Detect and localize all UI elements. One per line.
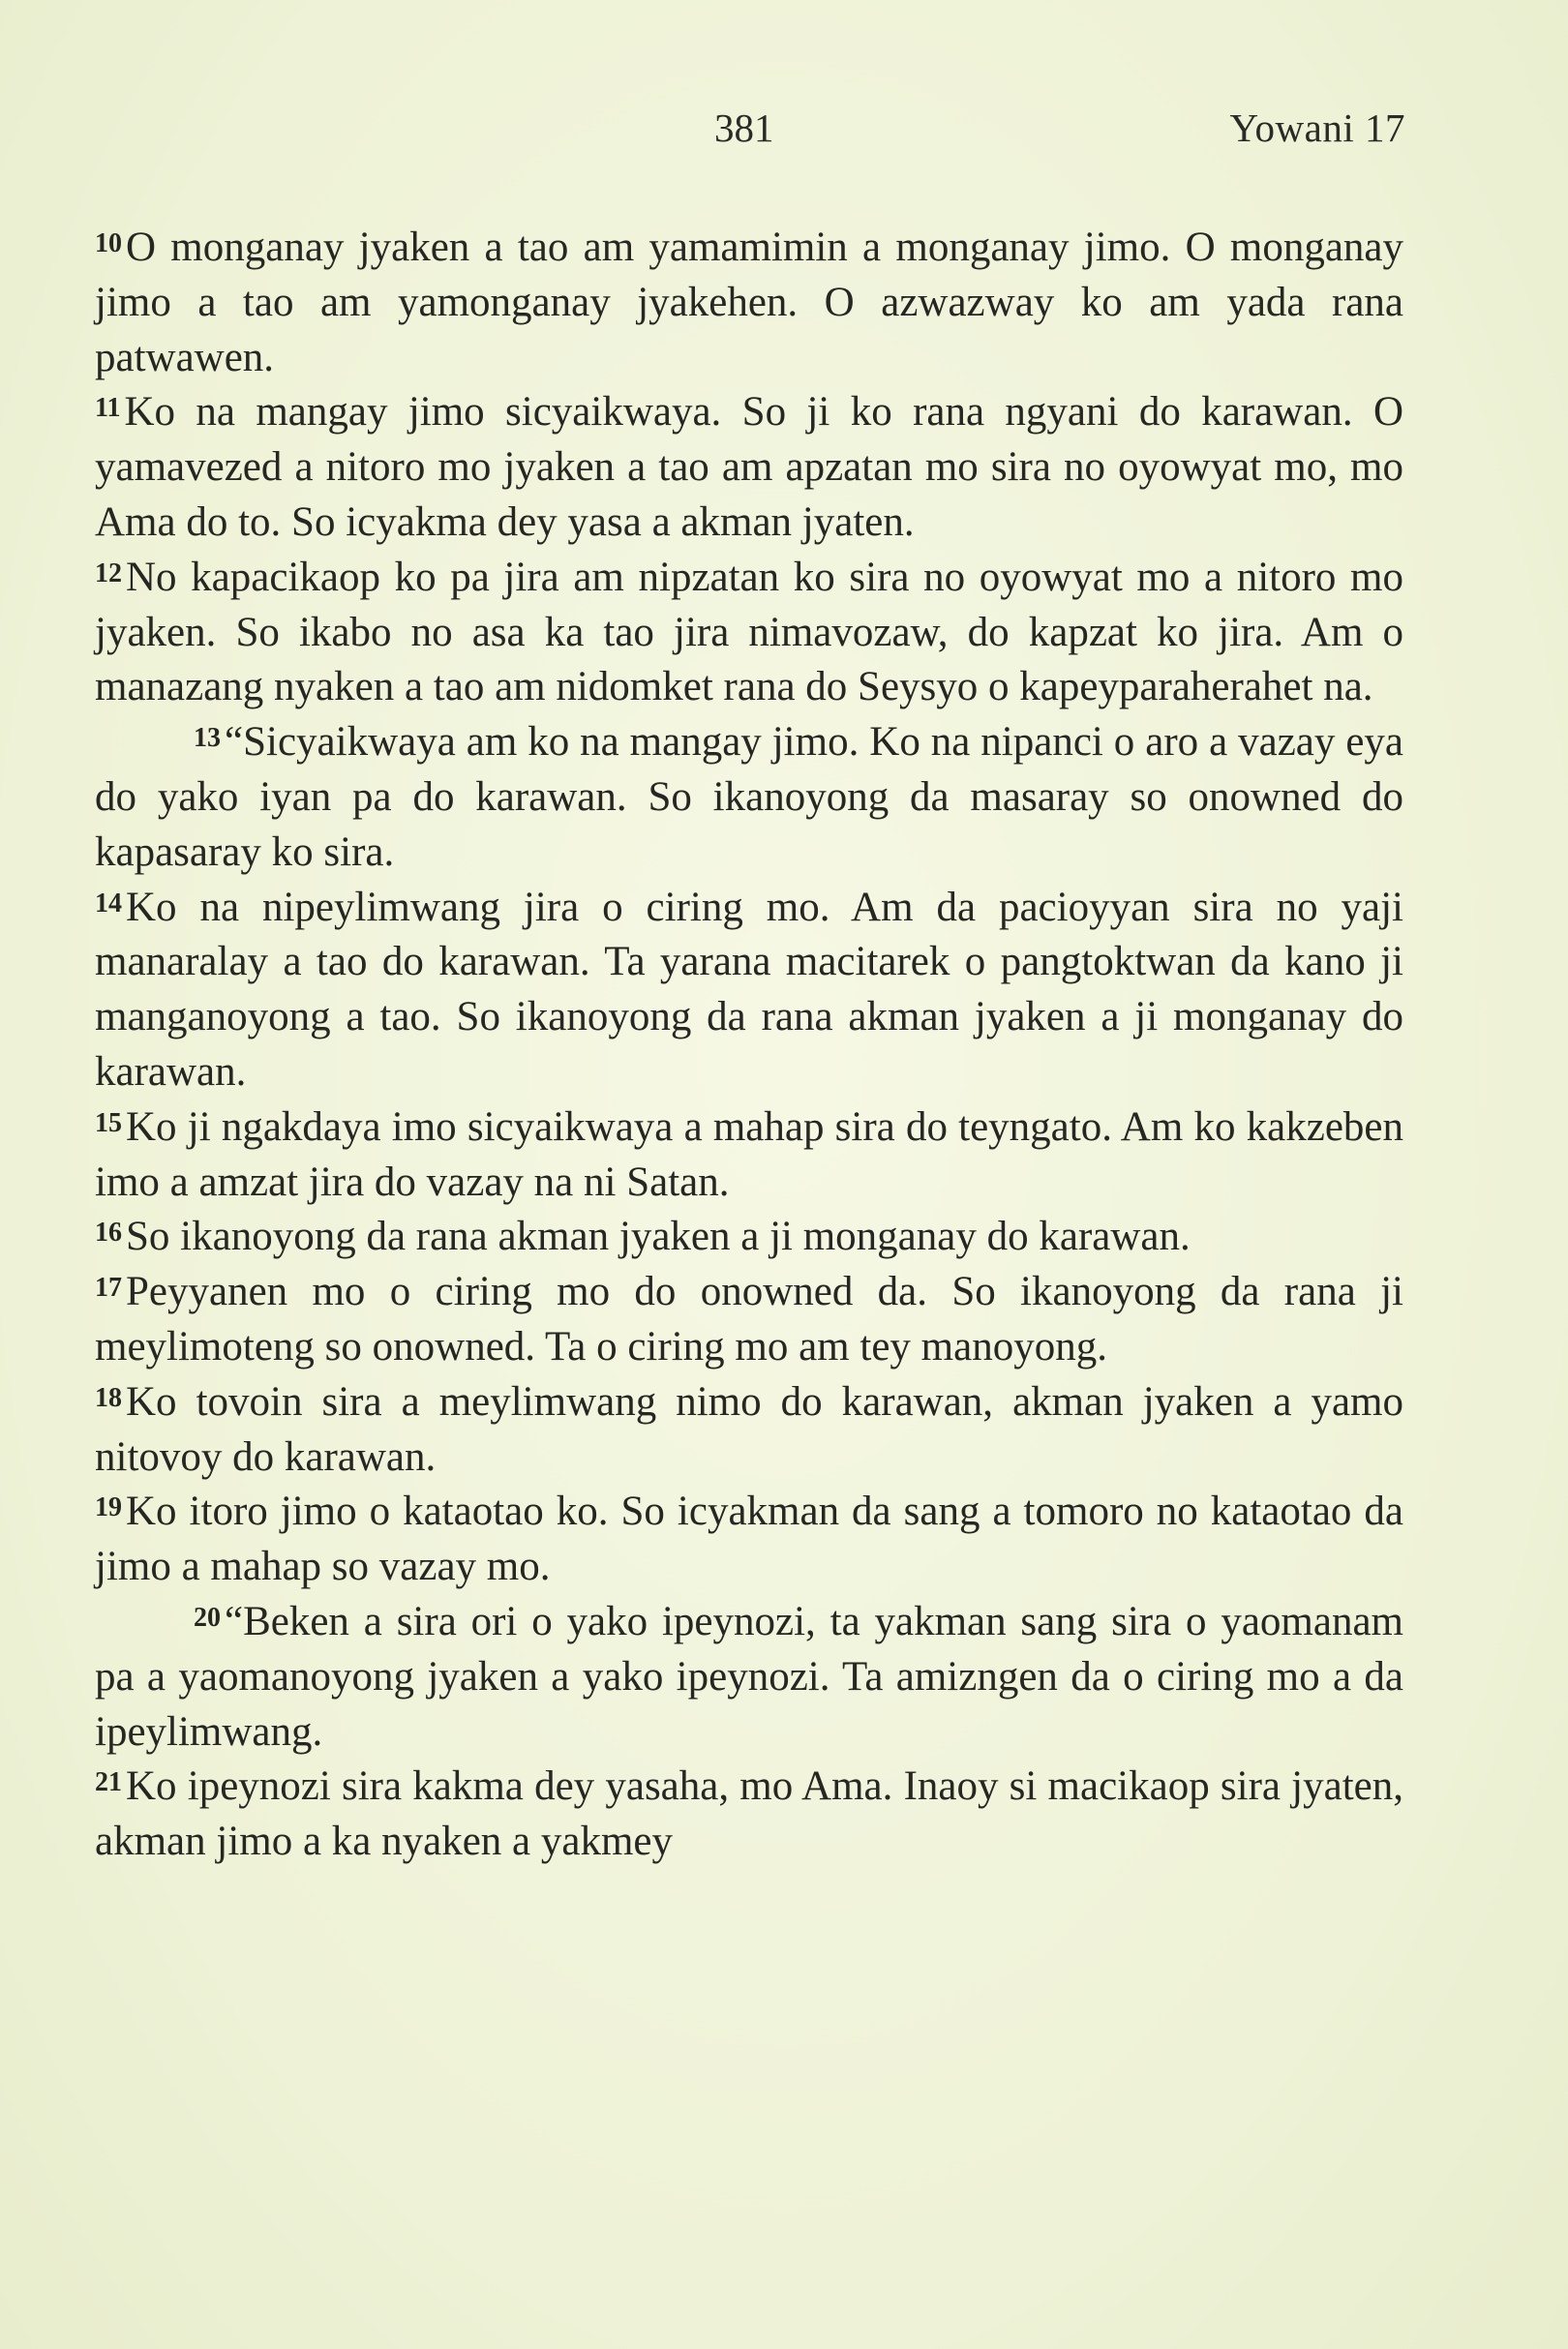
verse-text: Ko ipeynozi sira kakma dey yasaha, mo Ama. Inaoy si macikaop sira jyaten, akman jimo a ka nyaken a yakmey <box>95 1763 1403 1865</box>
verse <box>95 1595 1403 1760</box>
verse <box>95 1265 1403 1375</box>
verse-number: 16 <box>95 1218 122 1249</box>
verse <box>95 715 1403 880</box>
verse-text: So ikanoyong da rana akman jyaken a ji monganay do karawan. <box>126 1214 1191 1260</box>
verse-number: 19 <box>95 1492 122 1523</box>
verse-text: Ko na mangay jimo sicyaikwaya. So ji ko rana ngyani do karawan. O yamavezed a nitoro mo jyaken a tao am apzatan mo sira no oyowyat mo, mo Ama do to. So icyakma dey yasa a akman jyaten. <box>95 389 1403 545</box>
verse-text: “Sicyaikwaya am ko na mangay jimo. Ko na nipanci o aro a vazay eya do yako iyan pa do karawan. So ikanoyong da masaray so onowned do kapasaray ko sira. <box>95 719 1403 875</box>
verse <box>95 1100 1403 1211</box>
verse-text: Peyyanen mo o ciring mo do onowned da. So ikanoyong da rana ji meylimoteng so onowned. Ta o ciring mo am tey manoyong. <box>95 1269 1403 1370</box>
verse-number: 12 <box>95 557 122 588</box>
verse <box>95 1485 1403 1595</box>
verse <box>95 551 1403 715</box>
verse-number: 11 <box>95 393 121 424</box>
verse <box>95 1210 1403 1265</box>
verse-text: Ko na nipeylimwang jira o ciring mo. Am da pacioyyan sira no yaji manaralay a tao do karawan. Ta yarana macitarek o pangtoktwan da kano ji manganoyong a tao. So ikanoyong da rana akman jyaken a ji monganay do karawan. <box>95 884 1403 1095</box>
page-header <box>0 105 1568 163</box>
verse-text: Ko itoro jimo o kataotao ko. So icyakman da sang a tomoro no kataotao da jimo a mahap so vazay mo. <box>95 1489 1403 1590</box>
verse-number: 10 <box>95 228 122 258</box>
page-number: 381 <box>714 105 774 150</box>
verse-number: 13 <box>194 723 221 754</box>
verse <box>95 385 1403 550</box>
verse-number: 21 <box>95 1767 122 1798</box>
verse-number: 14 <box>95 888 122 919</box>
verse-text: No kapacikaop ko pa jira am nipzatan ko sira no oyowyat mo a nitoro mo jyaken. So ikabo no asa ka tao jira nimavozaw, do kapzat ko jira. Am o manazang nyaken a tao am nidomket rana do Seysyo o kapeyparaherahet na. <box>95 554 1403 710</box>
verse <box>95 221 1403 385</box>
scripture-text <box>95 221 1403 1870</box>
verse-number: 17 <box>95 1273 122 1304</box>
verse <box>95 1760 1403 1870</box>
verse-text: Ko ji ngakdaya imo sicyaikwaya a mahap sira do teyngato. Am ko kakzeben imo a amzat jira do vazay na ni Satan. <box>95 1103 1403 1205</box>
verse-text: O monganay jyaken a tao am yamamimin a monganay jimo. O monganay jimo a tao am yamonganay jyakehen. O azwazway ko am yada rana patwawen. <box>95 225 1403 380</box>
verse-number: 18 <box>95 1382 122 1413</box>
verse <box>95 881 1403 1100</box>
verse-number: 20 <box>194 1602 221 1633</box>
verse-number: 15 <box>95 1107 122 1138</box>
running-head: Yowani 17 <box>1229 105 1405 150</box>
verse <box>95 1375 1403 1486</box>
verse-text: Ko tovoin sira a meylimwang nimo do karawan, akman jyaken a yamo nitovoy do karawan. <box>95 1378 1403 1480</box>
verse-text: “Beken a sira ori o yako ipeynozi, ta yakman sang sira o yaomanam pa a yaomanoyong jyaken a yako ipeynozi. Ta amizngen da o ciring mo a da ipeylimwang. <box>95 1598 1403 1755</box>
